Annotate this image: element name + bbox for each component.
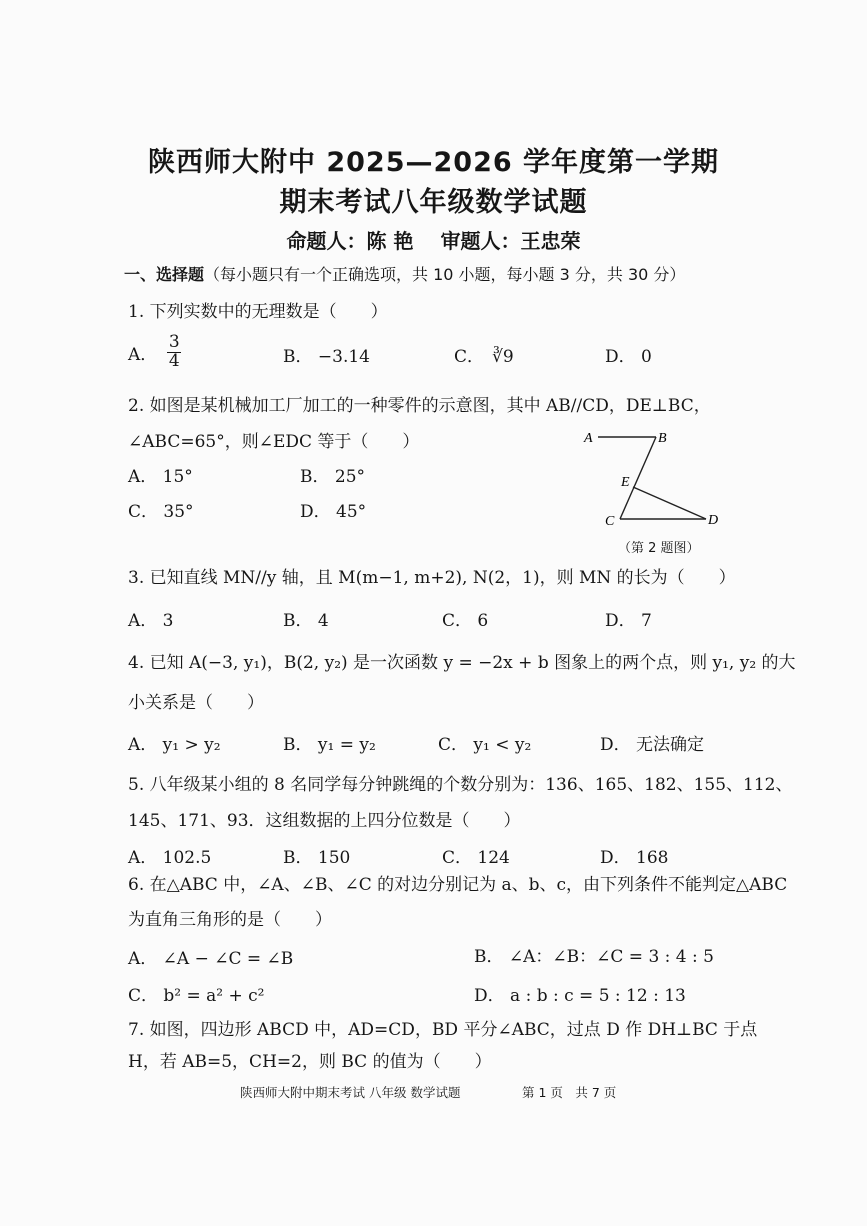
question-5-option-a: A． 102.5: [128, 848, 212, 868]
footer-exam-info: 陕西师大附中期末考试 八年级 数学试题: [240, 1085, 461, 1100]
question-1-stem: 1. 下列实数中的无理数是（ ）: [128, 302, 388, 322]
question-6-option-a: A． ∠A − ∠C = ∠B: [128, 949, 294, 969]
exam-title-line2: 期末考试八年级数学试题: [279, 187, 588, 218]
question-3-option-c: C． 6: [442, 611, 489, 631]
question-5-stem-line2: 145、171、93．这组数据的上四分位数是（ ）: [128, 811, 521, 831]
question-5-option-c: C． 124: [442, 848, 510, 868]
question-6-option-c: C． b² = a² + c²: [128, 986, 265, 1006]
question-6-option-b: B． ∠A：∠B：∠C = 3 : 4 : 5: [474, 947, 714, 967]
question-6-stem-line1: 6. 在△ABC 中，∠A、∠B、∠C 的对边分别记为 a、b、c，由下列条件不能判定△ABC: [128, 875, 788, 895]
cube-root-value: ∛9: [492, 347, 514, 367]
option-c-label: C．: [454, 347, 485, 367]
question-2-option-c: C． 35°: [128, 502, 194, 522]
question-3-option-a: A． 3: [128, 611, 174, 631]
question-4-option-c: C． y₁ < y₂: [438, 735, 532, 755]
question-6-stem-line2: 为直角三角形的是（ ）: [128, 910, 332, 930]
question-4-option-b: B． y₁ = y₂: [283, 735, 376, 755]
question-3-option-d: D． 7: [605, 611, 652, 631]
point-d-label: D: [708, 513, 719, 528]
question-2-option-a: A． 15°: [128, 467, 193, 487]
question-1-option-c: [454, 342, 514, 367]
question-2-figure-caption: （第 2 题图）: [618, 541, 700, 556]
fraction-numerator: 3: [168, 331, 180, 352]
question-7-stem-line1: 7. 如图，四边形 ABCD 中，AD=CD，BD 平分∠ABC，过点 D 作 DH⊥BC 于点: [128, 1020, 758, 1040]
fraction-denominator: 4: [168, 350, 180, 371]
question-1-option-a: [128, 332, 181, 372]
question-4-stem-line1: 4. 已知 A(−3, y₁)，B(2, y₂) 是一次函数 y = −2x + b 图象上的两个点，则 y₁, y₂ 的大: [128, 653, 796, 673]
question-2-stem-line2: ∠ABC=65°，则∠EDC 等于（ ）: [128, 432, 420, 452]
question-4-stem-line2: 小关系是（ ）: [128, 693, 264, 713]
section-note: （每小题只有一个正确选项，共 10 小题，每小题 3 分，共 30 分）: [204, 265, 686, 284]
section-heading: [124, 262, 685, 285]
section-title: 一、选择题: [124, 265, 205, 284]
question-6-option-d: D． a : b : c = 5 : 12 : 13: [474, 986, 686, 1006]
option-a-label: A．: [128, 344, 158, 365]
question-2-stem-line1: 2. 如图是某机械加工厂加工的一种零件的示意图，其中 AB//CD，DE⊥BC，: [128, 396, 711, 416]
question-2-option-d: D． 45°: [300, 502, 367, 522]
footer-page-number: 第 1 页 共 7 页: [522, 1085, 617, 1100]
fraction-three-quarters: [167, 331, 181, 371]
question-1-option-d: D． 0: [605, 347, 652, 367]
point-a-label: A: [584, 431, 593, 446]
question-5-option-b: B． 150: [283, 848, 351, 868]
point-e-label: E: [621, 475, 630, 490]
question-4-option-d: D． 无法确定: [600, 735, 705, 755]
question-1-option-b: B． −3.14: [283, 347, 370, 367]
point-c-label: C: [605, 514, 615, 529]
question-7-stem-line2: H，若 AB=5，CH=2，则 BC 的值为（ ）: [128, 1052, 492, 1072]
exam-authors: 命题人：陈 艳 审题人：王忠荣: [286, 229, 581, 253]
exam-title-line1: 陕西师大附中 2025—2026 学年度第一学期: [147, 147, 720, 178]
question-5-stem-line1: 5. 八年级某小组的 8 名同学每分钟跳绳的个数分别为：136、165、182、155、112、: [128, 775, 793, 795]
question-5-option-d: D． 168: [600, 848, 669, 868]
question-3-option-b: B． 4: [283, 611, 329, 631]
point-b-label: B: [658, 431, 667, 446]
question-4-option-a: A． y₁ > y₂: [128, 735, 221, 755]
question-2-option-b: B． 25°: [300, 467, 366, 487]
question-3-stem: 3. 已知直线 MN//y 轴，且 M(m−1, m+2), N(2，1)，则 MN 的长为（ ）: [128, 568, 736, 588]
